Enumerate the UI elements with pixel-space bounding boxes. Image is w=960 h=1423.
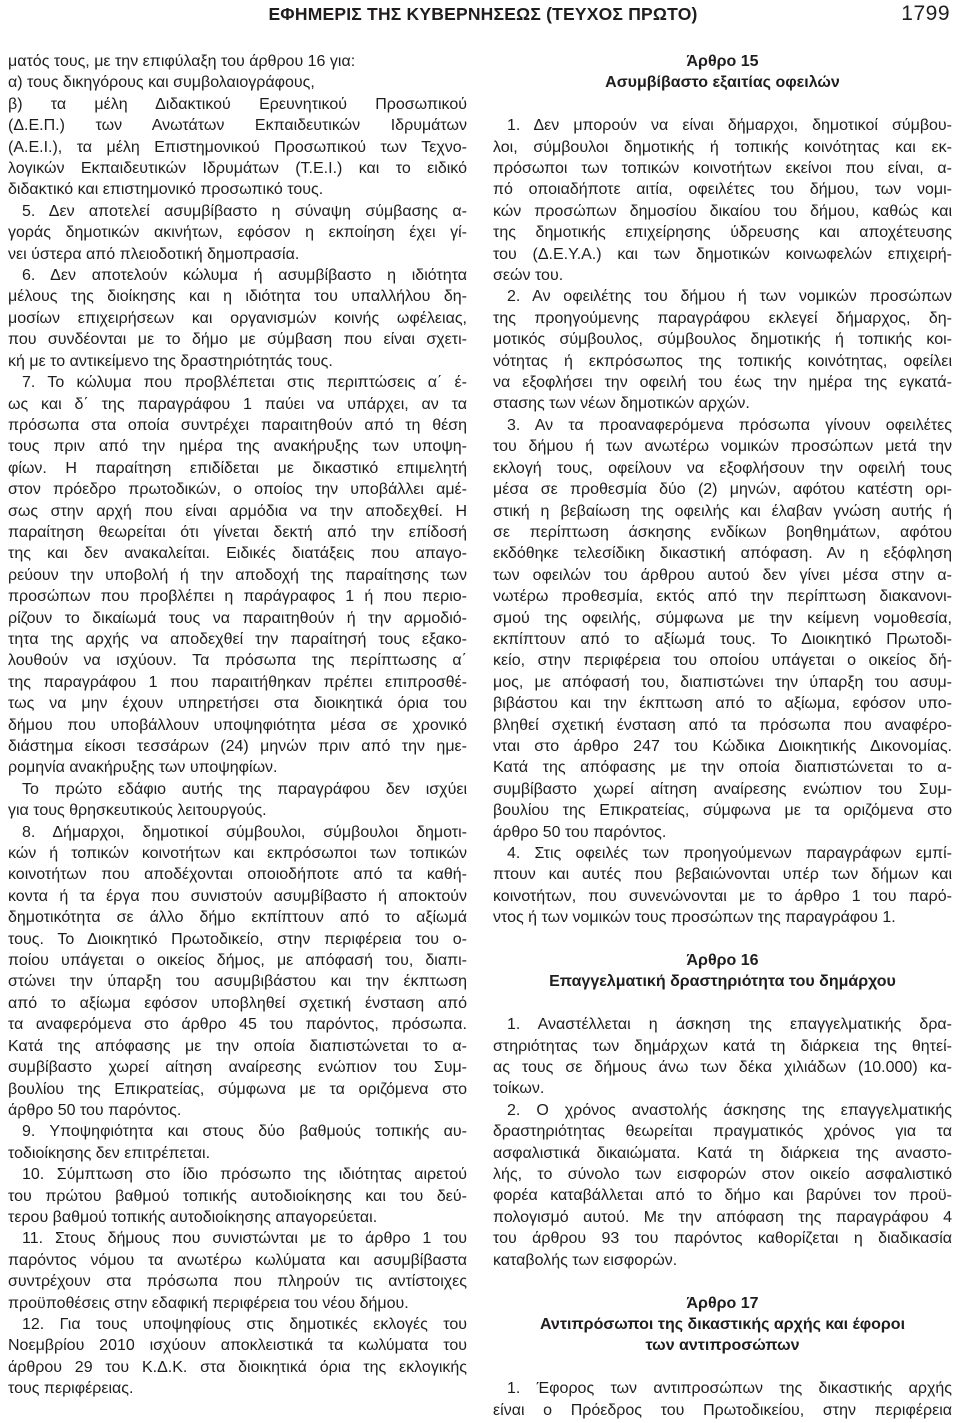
text-line: ματός τους, με την επιφύλαξη του άρθρου 16 για: bbox=[8, 53, 356, 70]
text-line: φίων. Η παραίτηση επιδίδεται με δικαστικό επιμελητή bbox=[8, 459, 467, 477]
article-title: Αντιπρόσωποι της δικαστικής αρχής και έφοροι bbox=[539, 1315, 906, 1333]
text-line: 1. Δεν μπορούν να είναι δήμαρχοι, δημοτικοί σύμβου- bbox=[507, 117, 952, 135]
paragraph bbox=[8, 1314, 467, 1400]
text-line: 3. Αν τα προαναφερόμενα πρόσωπα γίνουν οφειλέτες bbox=[507, 416, 952, 434]
text-line: της και δεν ανακαλείται. Ειδικές διατάξεις που απαγο- bbox=[8, 545, 467, 563]
text-line: μέλους της διοίκησης και η ιδιότητα του υπαλλήλου δη- bbox=[8, 288, 467, 306]
text-line: πρόσωποι των τοπικών κοινοτήτων εκείνοι που είναι, α- bbox=[493, 160, 952, 178]
paragraph bbox=[493, 115, 952, 286]
paragraph bbox=[493, 1014, 952, 1100]
text-line: βιβάστου και την έκπτωση από το αξίωμα, εφόσον υπο- bbox=[493, 695, 952, 713]
paragraph bbox=[8, 372, 467, 779]
text-line: διάστημα είκοσι τεσσάρων (24) μηνών πριν από την ημε- bbox=[8, 738, 467, 755]
text-line: πολογισμό αυτού. Με την απόφαση της παραγράφου 4 bbox=[493, 1208, 952, 1226]
paragraph bbox=[493, 286, 952, 414]
text-line: βουλίου της Επικρατείας, σύμφωνα με τα οριζόμενα στο bbox=[493, 802, 952, 820]
text-line: κών ή τοπικών κοινοτήτων και εκπρόσωποι των τοπικών bbox=[8, 845, 467, 863]
text-line: σε περίπτωση άσκησης ενδίκων βοηθημάτων, αφότου bbox=[493, 523, 952, 541]
text-line: 6. Δεν αποτελούν κώλυμα ή ασυμβίβαστο η ιδιότητα bbox=[22, 267, 467, 285]
text-line: νωτέρω προθεσμία, εκτός από την περίπτωση διακανονι- bbox=[493, 588, 952, 606]
text-line: λογικών Εκπαιδευτικών Ιδρυμάτων (Τ.Ε.Ι.) και το ειδικό bbox=[8, 160, 467, 178]
text-line: σμού της οφειλής, σύμφωνα με την κείμενη νομοθεσία, bbox=[493, 609, 952, 627]
text-line: τοίκων. bbox=[493, 1080, 545, 1098]
text-line: του άρθρου 93 του παρόντος καθορίζεται η διαδικασία bbox=[493, 1230, 952, 1248]
article-heading bbox=[493, 950, 952, 993]
text-line: 4. Στις οφειλές των προηγούμενων παραγράφων εμπί- bbox=[507, 845, 952, 863]
text-line: των οφειλών του άρθρου αυτού δεν γίνει μέσα στην α- bbox=[493, 566, 952, 584]
article bbox=[493, 1293, 952, 1421]
text-line: στική η βεβαίωση της οφειλής και έλαβαν γνώση αυτής ή bbox=[493, 502, 952, 520]
text-line: φορέα καταβάλλεται από το δήμο και βαρύνει τον προϋ- bbox=[493, 1187, 952, 1205]
text-line: 8. Δήμαρχοι, δημοτικοί σύμβουλοι, σύμβουλοι δημοτι- bbox=[22, 823, 467, 841]
text-line: στηριότητας των δημάρχων κατά τη διάρκεια της θητεί- bbox=[493, 1037, 952, 1055]
text-line: προϋποθέσεις στην εδαφική περιφέρεια του νέου δήμου. bbox=[8, 1294, 409, 1312]
text-line: 2. Αν οφειλέτης του δήμου ή των νομικών προσώπων bbox=[507, 288, 952, 306]
article-title: Ασυμβίβαστο εξαιτίας οφειλών bbox=[605, 74, 840, 92]
article-title: των αντιπροσώπων bbox=[645, 1337, 800, 1355]
continued-paragraph bbox=[8, 51, 467, 72]
text-line: Νοεμβρίου 2010 ισχύουν αποκλειστικά τα κωλύματα του bbox=[8, 1337, 467, 1355]
text-line: τερου βαθμού τοπικής αυτοδιοίκησης απαγορεύεται. bbox=[8, 1208, 378, 1226]
text-line: (Δ.Ε.Π.) των Ανωτάτων Εκπαιδευτικών Ιδρυμάτων bbox=[8, 117, 467, 135]
text-line: εκδόθηκε τελεσίδικη δικαστική απόφαση. Αν η εξόφληση bbox=[493, 545, 952, 563]
text-line: τους πριν από την ημέρα της ανακήρυξης των υποψη- bbox=[8, 438, 467, 456]
text-line: σως στην αρχή που είναι αρμόδια να την αποδεχθεί. Η bbox=[8, 502, 467, 520]
text-line: λοι, σύμβουλοι δημοτικής ή τοπικής κοινότητας και εκ- bbox=[493, 138, 952, 156]
text-line: εκλογή τους, οφείλουν να εξοφλήσουν την οφειλή τους bbox=[493, 459, 952, 477]
text-line: της παραγράφου 1 που παραιτήθηκαν πρέπει επιπροσθέ- bbox=[8, 673, 467, 691]
text-line: κοινοτήτων, που συνενώνονται με το άρθρο 1 του παρό- bbox=[493, 887, 952, 905]
text-line: του πρώτου βαθμού τοπικής αυτοδιοίκησης και του δεύ- bbox=[8, 1187, 467, 1205]
paragraph bbox=[493, 1378, 952, 1421]
paragraph bbox=[8, 1164, 467, 1228]
text-line: είναι ο Πρόεδρος του Πρωτοδικείου, στην περιφέρεια bbox=[493, 1401, 952, 1419]
paragraph bbox=[8, 265, 467, 372]
text-line: ρίζουν το δικαίωμά τους να παραιτηθούν ή την αρμοδιό- bbox=[8, 609, 467, 627]
text-line: Το πρώτο εδάφιο αυτής της παραγράφου δεν ισχύει bbox=[22, 780, 467, 798]
text-line: τητα της αρχής να αποδεχθεί την παραίτησή τους εξακο- bbox=[8, 630, 467, 648]
text-line: πό οποιαδήποτε αιτία, οφειλέτες του δήμου, των νομι- bbox=[493, 181, 952, 199]
text-line: βουλίου της Επικρατείας, σύμφωνα με τα οριζόμενα στο bbox=[8, 1080, 467, 1098]
text-line: για τους θρησκευτικούς λειτουργούς. bbox=[8, 802, 267, 820]
text-line: κείο, στην περιφέρεια του οποίου υπάγεται ο οικείος δή- bbox=[493, 652, 952, 670]
text-line: παραίτηση θεωρείται ότι γίνεται δεκτή από την επίδοσή bbox=[8, 523, 467, 541]
text-line: μος, με απόφασή του, διαπιστώνει την ύπαρξη του ασυμ- bbox=[493, 673, 952, 691]
text-line: βληθεί σχετική ένσταση από τα πρόσωπα που αναφέρο- bbox=[493, 716, 952, 734]
text-line: (Α.Ε.Ι.), τα μέλη Επιστημονικού Προσωπικού των Τεχνο- bbox=[8, 138, 467, 156]
text-line: ντος ή των νομικών τους προσώπων της παραγράφου 1. bbox=[493, 909, 896, 927]
text-line: 9. Υποψηφιότητα και στους δύο βαθμούς τοπικής αυ- bbox=[22, 1123, 467, 1141]
paragraph bbox=[8, 1121, 467, 1164]
paragraph bbox=[493, 415, 952, 843]
text-line: 7. Το κώλυμα που προβλέπεται στις περιπτώσεις α΄ έ- bbox=[22, 374, 467, 392]
text-line: β) τα μέλη Διδακτικού Ερευνητικού Προσωπικού bbox=[8, 95, 467, 113]
text-line: λουθούν να ισχύουν. Τα πρόσωπα της περίπτωσης α΄ bbox=[8, 652, 467, 670]
text-line: τως να μην έχουν υπηρετήσει στα διοικητικά όρια του bbox=[8, 695, 467, 713]
paragraph bbox=[8, 822, 467, 1122]
text-line: άρθρο 50 του παρόντος. bbox=[493, 823, 667, 841]
text-line: 5. Δεν αποτελεί ασυμβίβαστο η σύναψη σύμβασης α- bbox=[22, 202, 467, 220]
text-line: 10. Σύμπτωση στο ίδιο πρόσωπο της ιδιότητας αιρετού bbox=[22, 1166, 467, 1184]
text-line: εκπίπτουν από το αξίωμά τους. Το Διοικητικό Πρωτοδι- bbox=[493, 630, 952, 648]
text-line: συντρέχουν στα πρόσωπα που πληρούν τις αντίστοιχες bbox=[8, 1273, 467, 1291]
article-number: Άρθρο 17 bbox=[686, 1294, 759, 1312]
text-line: ας τους σε δήμους άνω των δέκα χιλιάδων (10.000) κα- bbox=[493, 1059, 952, 1077]
text-line: 11. Στους δήμους που συνιστώνται με το άρθρο 1 του bbox=[22, 1230, 467, 1248]
article-heading bbox=[493, 51, 952, 94]
right-column bbox=[493, 51, 952, 1421]
paragraph bbox=[8, 201, 467, 265]
text-line: στασης των νέων δημοτικών αρχών. bbox=[493, 395, 750, 413]
text-line: μέσα σε προθεσμία δύο (2) μηνών, αφότου κατέστη ορι- bbox=[493, 481, 952, 499]
text-line: σεών του. bbox=[493, 267, 564, 285]
paragraph bbox=[493, 1100, 952, 1271]
article bbox=[493, 51, 952, 929]
text-line: ως και δ΄ της παραγράφου 1 παύει να υπάρχει, αν τα bbox=[8, 395, 467, 413]
article-title: Επαγγελματική δραστηριότητα του δημάρχου bbox=[549, 973, 896, 991]
text-line: παρόντος νόμου τα ανωτέρω κωλύματα και ασυμβίβαστα bbox=[8, 1251, 467, 1269]
text-line: πτουν και αυτές που βεβαιώνονται υπέρ των δήμων και bbox=[493, 866, 952, 884]
text-line: γοράς δημοτικών ακινήτων, εφόσον η εκποίηση έχει γί- bbox=[8, 224, 467, 242]
text-line: άρθρο 50 του παρόντος. bbox=[8, 1101, 182, 1119]
text-line: δραστηριότητας θεωρείται πραγματικός χρόνος για τα bbox=[493, 1123, 952, 1141]
running-head-title: ΕΦΗΜΕΡΙΣ ΤΗΣ ΚΥΒΕΡΝΗΣΕΩΣ (ΤΕΥΧΟΣ ΠΡΩΤΟ) bbox=[268, 4, 698, 24]
text-line: λής, το σύνολο των εισφορών στον οικείο ασφαλιστικό bbox=[493, 1166, 952, 1184]
left-column bbox=[8, 51, 467, 1400]
text-line: διδακτικό και επιστημονικό προσωπικό τους. bbox=[8, 181, 324, 199]
list-item bbox=[8, 94, 467, 201]
text-line: του (Δ.Ε.Υ.Α.) και των δημοτικών κοινωφελών επιχειρή- bbox=[493, 245, 952, 263]
article bbox=[493, 950, 952, 1271]
text-line: μοσίων επιχειρήσεων και οργανισμών κοινής ωφέλειας, bbox=[8, 309, 467, 327]
text-line: ποίου υπάγεται ο οικείος δήμος, με απόφασή του, διαπι- bbox=[8, 952, 467, 970]
paragraph bbox=[8, 1228, 467, 1314]
text-line: από το αξίωμα εφόσον υποβληθεί σχετική ένσταση από bbox=[8, 994, 467, 1012]
text-line: να εξοφλήσει την οφειλή του έως την ημέρα της εγκατά- bbox=[493, 374, 952, 392]
text-line: 1. Αναστέλλεται η άσκηση της επαγγελματικής δρα- bbox=[507, 1016, 952, 1034]
text-line: ρομηνία ανακήρυξης των υποψηφίων. bbox=[8, 759, 278, 777]
text-line: δήμου που υποβάλλουν υποψηφιότητα μέσα σε χρονικό bbox=[8, 716, 467, 734]
text-line: νει ύστερα από πλειοδοτική δημοπρασία. bbox=[8, 245, 300, 263]
text-line: της δημοτικής επιχείρησης ύδρευσης και αποχέτευσης bbox=[493, 224, 952, 242]
text-line: συμβίβαστο χωρεί αίτηση αναίρεσης ενώπιον του Συμ- bbox=[8, 1059, 467, 1077]
text-line: στώνει την ύπαρξη του ασυμβιβάστου και την έκπτωση bbox=[8, 973, 467, 991]
text-line: πρόσωπα στα οποία συντρέχει παραιτηθούν από τη θέση bbox=[8, 416, 467, 434]
text-line: 2. Ο χρόνος αναστολής άσκησης της επαγγελματικής bbox=[507, 1101, 952, 1119]
text-line: κοινοτήτων που αποδέχονται οποιοδήποτε από τα καθή- bbox=[8, 866, 467, 884]
text-line: μοτικός σύμβουλος, σύμβουλος δημοτικής ή τοπικής κοι- bbox=[493, 331, 952, 349]
text-line: καταβολής των εισφορών. bbox=[493, 1251, 678, 1269]
text-line: κών προσώπων δημοσίου δικαίου του δήμου, καθώς και bbox=[493, 202, 952, 220]
text-line: ασφαλιστικά δικαιώματα. Κατά τη διάρκεια της αναστο- bbox=[493, 1144, 952, 1162]
text-line: άρθρου 29 του Κ.Δ.Κ. στα διοικητικά όρια της εκλογικής bbox=[8, 1358, 467, 1376]
text-line: Κατά της απόφασης με την οποία διαπιστώνεται το α- bbox=[8, 1037, 467, 1055]
text-line: δημοτικότητα σε άλλο δήμο εκπίπτουν από το αξίωμά bbox=[8, 909, 467, 927]
text-line: συμβίβαστο χωρεί αίτηση αναίρεσης ενώπιον του Συμ- bbox=[493, 780, 952, 798]
text-line: στον πρόεδρο πρωτοδικών, ο οποίος την υποβάλλει αμέ- bbox=[8, 481, 467, 499]
text-line: ρεύουν την υποβολή ή την αποδοχή της παραίτησης των bbox=[8, 566, 467, 584]
text-line: α) τους δικηγόρους και συμβολαιογράφους, bbox=[8, 74, 315, 92]
text-line: κοντα ή τα έργα που συνιστούν ασυμβίβαστο ή αποκτούν bbox=[8, 887, 467, 905]
text-line: νται στο άρθρο 247 του Κώδικα Διοικητικής Δικονομίας. bbox=[493, 737, 952, 755]
text-line: που συνδέονται με το δήμο με σύμβαση που είναι σχετι- bbox=[8, 331, 467, 349]
text-line: 12. Για τους υποψηφίους στις δημοτικές εκλογές του bbox=[22, 1315, 467, 1333]
text-line: νότητας ή εκπρόσωπος της τοπικής κοινότητας, οφείλει bbox=[493, 352, 952, 370]
text-line: προσώπων που προβλέπει η παράγραφος 1 ή που περιο- bbox=[8, 588, 467, 606]
text-line: Κατά της απόφασης με την οποία διαπιστώνεται το α- bbox=[493, 759, 952, 777]
text-line: τους. Το Διοικητικό Πρωτοδικείο, στην περιφέρεια του ο- bbox=[8, 930, 467, 948]
text-line: του δήμου ή των ανωτέρω νομικών προσώπων μετά την bbox=[493, 438, 952, 456]
page-number: 1799 bbox=[901, 2, 950, 25]
text-line: τους περιφέρειας. bbox=[8, 1380, 134, 1398]
paragraph bbox=[8, 779, 467, 822]
text-line: 1. Έφορος των αντιπροσώπων της δικαστικής αρχής bbox=[507, 1380, 952, 1398]
text-line: της προηγούμενης παραγράφου εκλεγεί δήμαρχος, δη- bbox=[493, 309, 952, 327]
article-number: Άρθρο 16 bbox=[686, 952, 759, 970]
article-number: Άρθρο 15 bbox=[686, 53, 759, 70]
text-line: κή με το αντικείμενο της δραστηριότητάς τους. bbox=[8, 352, 333, 370]
list-item bbox=[8, 72, 467, 93]
article-heading bbox=[493, 1293, 952, 1357]
text-line: τα αναφερόμενα στο άρθρο 45 του παρόντος, πρόσωπα. bbox=[8, 1016, 467, 1034]
text-line: τοδιοίκησης δεν επιτρέπεται. bbox=[8, 1144, 211, 1162]
paragraph bbox=[493, 843, 952, 929]
